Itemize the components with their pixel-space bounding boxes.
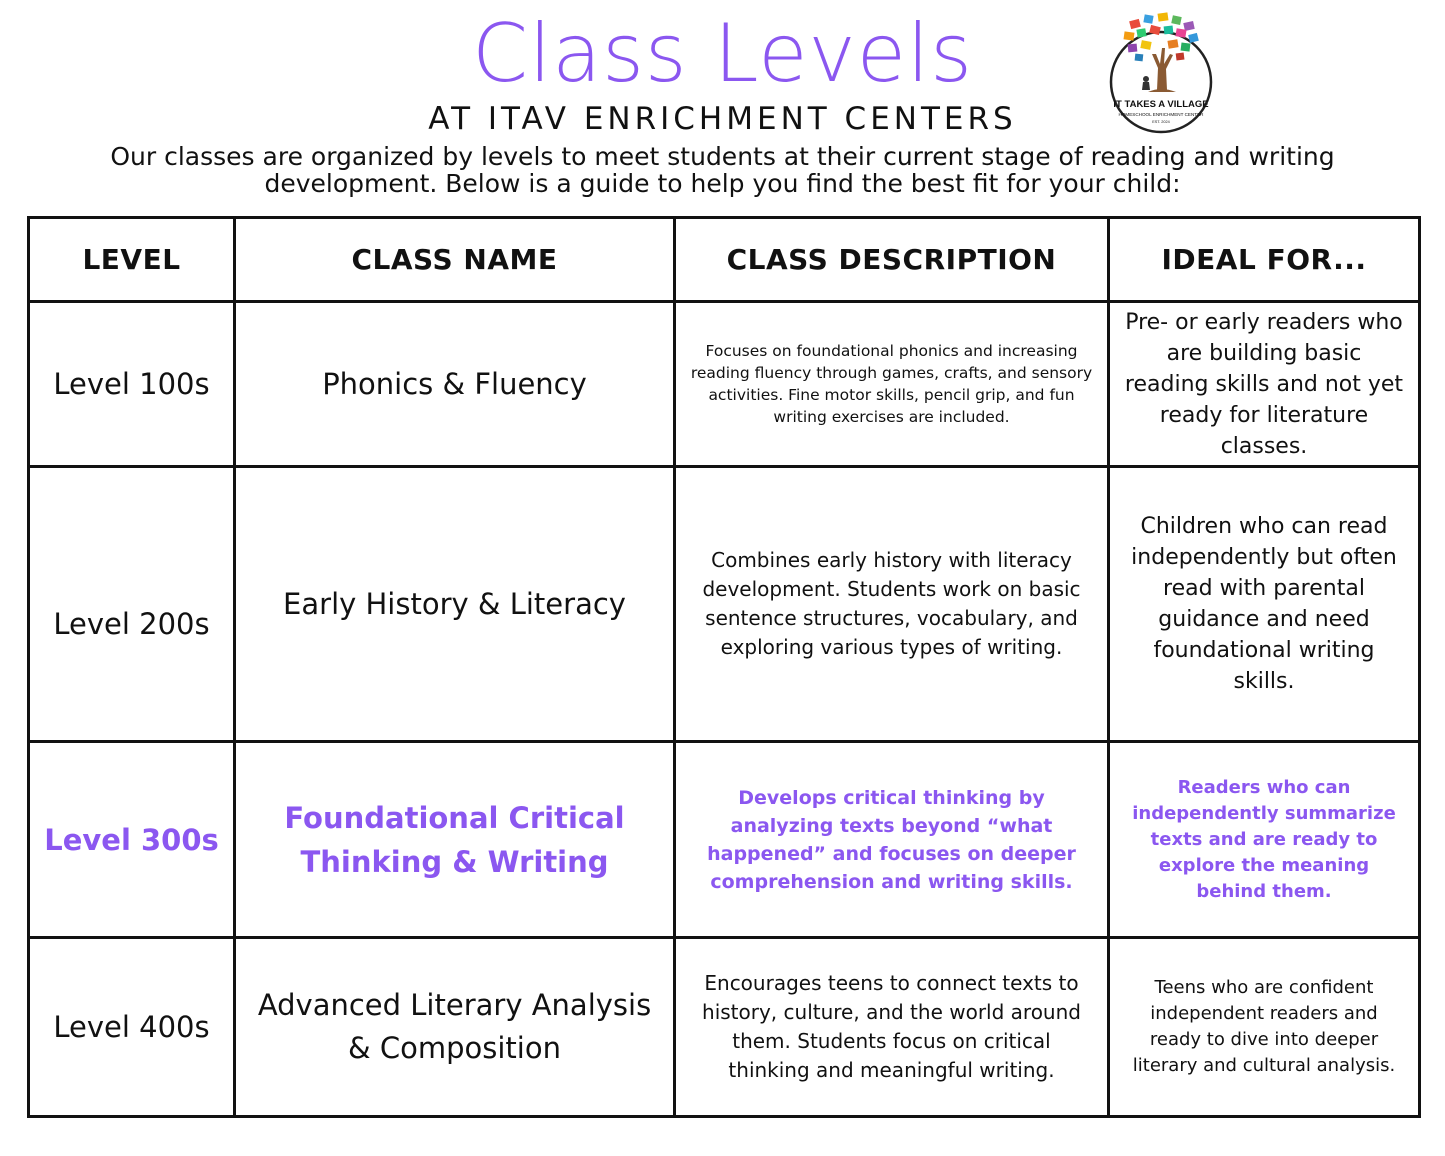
table-row	[29, 938, 1420, 1117]
logo-tagline: HOMESCHOOL ENRICHMENT CENTER	[1118, 112, 1204, 117]
intro-line-2: development. Below is a guide to help you find the best fit for your child:	[264, 169, 1181, 198]
row-description: Develops critical thinking by analyzing texts beyond “what happened” and focuses on deeper comprehension and writing skills.	[675, 742, 1109, 938]
table-row	[29, 467, 1420, 742]
page-title: Class Levels	[472, 7, 973, 100]
class-levels-table	[27, 216, 1421, 1118]
intro-line-1: Our classes are organized by levels to meet students at their current stage of reading and writing	[110, 142, 1335, 171]
row-description: Focuses on foundational phonics and increasing reading fluency through games, crafts, and sensory activities. Fine motor skills, pencil grip, and fun writing exercises are included.	[675, 302, 1109, 467]
logo-name: IT TAKES A VILLAGE	[1113, 99, 1209, 110]
header-class-description: CLASS DESCRIPTION	[675, 218, 1109, 302]
row-class-name: Early History & Literacy	[235, 467, 675, 742]
table-row-highlighted	[29, 742, 1420, 938]
row-class-name: Phonics & Fluency	[235, 302, 675, 467]
row-description: Combines early history with literacy development. Students work on basic sentence structures, vocabulary, and exploring various types of writing.	[675, 467, 1109, 742]
row-ideal-for: Pre- or early readers who are building basic reading skills and not yet ready for literature classes.	[1109, 302, 1420, 467]
row-level: Level 100s	[29, 302, 235, 467]
header-ideal-for: IDEAL FOR...	[1109, 218, 1420, 302]
logo	[1108, 12, 1214, 136]
tree-logo-icon	[1108, 12, 1214, 136]
row-ideal-for: Teens who are confident independent readers and ready to dive into deeper literary and cultural analysis.	[1109, 938, 1420, 1117]
row-description: Encourages teens to connect texts to history, culture, and the world around them. Students focus on critical thinking and meaningful writing.	[675, 938, 1109, 1117]
row-class-name: Advanced Literary Analysis & Composition	[235, 938, 675, 1117]
header-class-name: CLASS NAME	[235, 218, 675, 302]
logo-est: EST. 2024	[1152, 120, 1170, 124]
row-level: Level 400s	[29, 938, 235, 1117]
row-class-name: Foundational Critical Thinking & Writing	[235, 742, 675, 938]
page-subtitle: AT ITAV ENRICHMENT CENTERS	[428, 101, 1017, 137]
table-header-row	[29, 218, 1420, 302]
row-ideal-for: Readers who can independently summarize texts and are ready to explore the meaning behind them.	[1109, 742, 1420, 938]
row-level: Level 200s	[29, 467, 235, 742]
header-level: LEVEL	[29, 218, 235, 302]
row-ideal-for: Children who can read independently but often read with parental guidance and need foundational writing skills.	[1109, 467, 1420, 742]
row-level: Level 300s	[29, 742, 235, 938]
table-row	[29, 302, 1420, 467]
intro-text	[10, 143, 1435, 197]
